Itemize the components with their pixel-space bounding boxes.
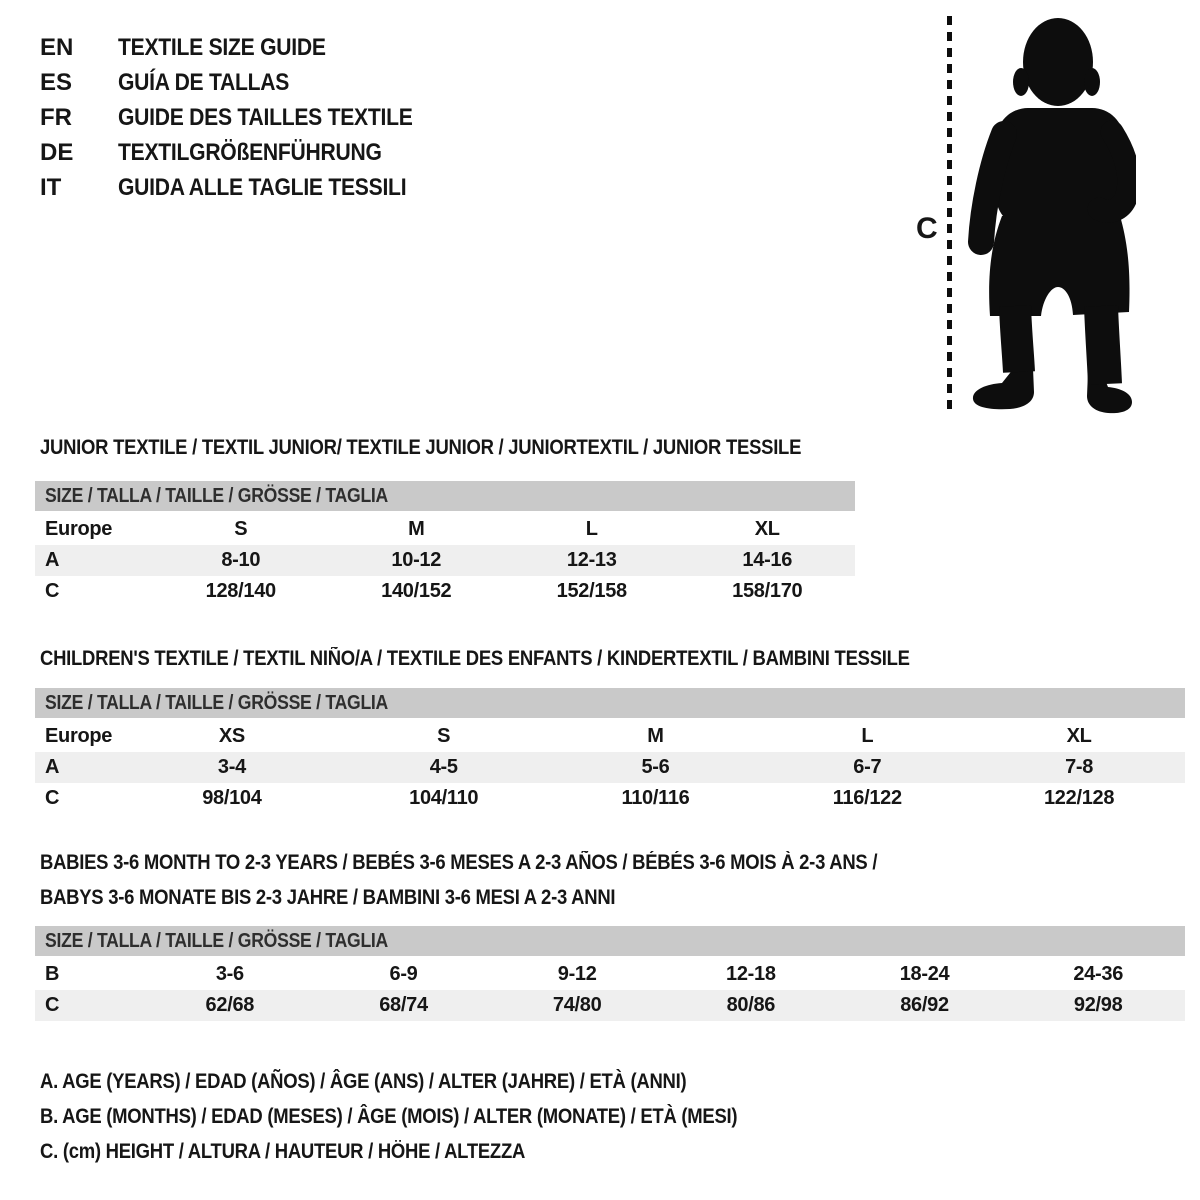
table-cell: 74/80 [552, 994, 602, 1016]
guide-title-it: GUIDA ALLE TAGLIE TESSILI [118, 173, 407, 201]
children-size-table [35, 688, 1185, 814]
legend [40, 1064, 832, 1169]
legend-text: B. AGE (MONTHS) / EDAD (MESES) / ÂGE (MOIS) / ALTER (MONATE) / ETÀ (MESI) [40, 1105, 738, 1128]
table-cell: 140/152 [381, 580, 452, 602]
table-header-bar [35, 481, 855, 511]
height-measure-label: C [916, 212, 938, 245]
table-cell: 6-9 [389, 963, 418, 985]
language-row [40, 135, 453, 170]
row-label: A [45, 549, 60, 571]
language-code: FR [40, 103, 72, 131]
row-label: C [45, 580, 60, 602]
table-cell: 110/116 [621, 787, 690, 809]
table-row [35, 752, 1185, 783]
table-cell: 9-12 [557, 963, 597, 985]
language-code: EN [40, 33, 74, 61]
legend-text: C. (cm) HEIGHT / ALTURA / HAUTEUR / HÖHE / ALTEZZA [40, 1140, 526, 1163]
section-title-text: BABIES 3-6 MONTH TO 2-3 YEARS / BEBÉS 3-6 MESES A 2-3 AÑOS / BÉBÉS 3-6 MOIS À 2-3 ANS / [40, 851, 878, 874]
language-row [40, 170, 453, 205]
table-cell: 8-10 [221, 549, 261, 571]
legend-line-b [40, 1099, 832, 1134]
table-cell: 3-6 [215, 963, 244, 985]
row-label: A [45, 756, 60, 778]
table-cell: 128/140 [205, 580, 276, 602]
language-code: IT [40, 173, 62, 201]
table-row [35, 959, 1185, 990]
table-header-bar [35, 688, 1185, 718]
table-cell: 6-7 [853, 756, 882, 778]
table-cell: S [234, 518, 248, 540]
table-cell: 18-24 [899, 963, 950, 985]
row-label: C [45, 787, 60, 809]
section-title-text: JUNIOR TEXTILE / TEXTIL JUNIOR/ TEXTILE JUNIOR / JUNIORTEXTIL / JUNIOR TESSILE [40, 436, 802, 459]
row-label: Europe [45, 518, 113, 540]
section-title-junior [40, 430, 905, 465]
section-title-text: CHILDREN'S TEXTILE / TEXTIL NIÑO/A / TEXTILE DES ENFANTS / KINDERTEXTIL / BAMBINI TESSILE [40, 647, 910, 670]
guide-title-en: TEXTILE SIZE GUIDE [118, 33, 326, 61]
table-cell: M [408, 518, 425, 540]
table-cell: 116/122 [832, 787, 902, 809]
table-cell: 104/110 [409, 787, 479, 809]
table-cell: 92/98 [1073, 994, 1123, 1016]
section-title-children [40, 641, 1028, 676]
guide-title-de: TEXTILGRÖßENFÜHRUNG [118, 138, 382, 166]
table-header-text: SIZE / TALLA / TAILLE / GRÖSSE / TAGLIA [45, 484, 389, 507]
row-label: B [45, 963, 60, 985]
toddler-silhouette-image [966, 16, 1136, 416]
section-title-text: BABYS 3-6 MONATE BIS 2-3 JAHRE / BAMBINI 3-6 MESI A 2-3 ANNI [40, 886, 616, 909]
table-cell: XL [1066, 725, 1092, 747]
table-row [35, 545, 855, 576]
table-cell: 122/128 [1043, 787, 1115, 809]
table-cell: 80/86 [726, 994, 776, 1016]
table-row [35, 721, 1185, 752]
table-cell: 62/68 [205, 994, 255, 1016]
row-label: Europe [45, 725, 113, 747]
table-cell: 158/170 [732, 580, 803, 602]
table-row [35, 514, 855, 545]
table-cell: 3-4 [217, 756, 246, 778]
legend-text: A. AGE (YEARS) / EDAD (AÑOS) / ÂGE (ANS) / ALTER (JAHRE) / ETÀ (ANNI) [40, 1070, 687, 1093]
legend-line-a [40, 1064, 832, 1099]
table-cell: 10-12 [391, 549, 442, 571]
babies-size-table [35, 926, 1185, 1021]
table-cell: 24-36 [1073, 963, 1124, 985]
table-header-text: SIZE / TALLA / TAILLE / GRÖSSE / TAGLIA [45, 691, 389, 714]
language-row [40, 65, 453, 100]
row-label: C [45, 994, 60, 1016]
legend-line-c [40, 1134, 832, 1169]
table-cell: XS [218, 725, 245, 747]
language-row [40, 100, 453, 135]
table-cell: 4-5 [429, 756, 458, 778]
language-row [40, 30, 453, 65]
table-cell: L [861, 725, 874, 747]
table-cell: M [647, 725, 664, 747]
table-cell: 68/74 [379, 994, 428, 1016]
language-code: DE [40, 138, 74, 166]
table-header-bar [35, 926, 1185, 956]
table-row [35, 990, 1185, 1021]
table-cell: XL [754, 518, 780, 540]
guide-title-es: GUÍA DE TALLAS [118, 68, 290, 96]
section-title-babies [40, 845, 991, 915]
language-code: ES [40, 68, 73, 96]
table-cell: L [585, 518, 598, 540]
junior-size-table [35, 481, 855, 607]
table-row [35, 783, 1185, 814]
table-cell: 12-13 [566, 549, 617, 571]
table-cell: 152/158 [556, 580, 627, 602]
language-list [40, 30, 453, 205]
table-cell: 98/104 [202, 787, 262, 809]
table-cell: 12-18 [726, 963, 776, 985]
guide-title-fr: GUIDE DES TAILLES TEXTILE [118, 103, 413, 131]
table-cell: 5-6 [641, 756, 670, 778]
table-cell: 86/92 [900, 994, 949, 1016]
table-cell: 7-8 [1065, 756, 1094, 778]
table-row [35, 576, 855, 607]
table-cell: 14-16 [742, 549, 793, 571]
table-header-text: SIZE / TALLA / TAILLE / GRÖSSE / TAGLIA [45, 929, 389, 952]
height-measure-dashed-line [947, 16, 952, 416]
table-cell: S [437, 725, 451, 747]
